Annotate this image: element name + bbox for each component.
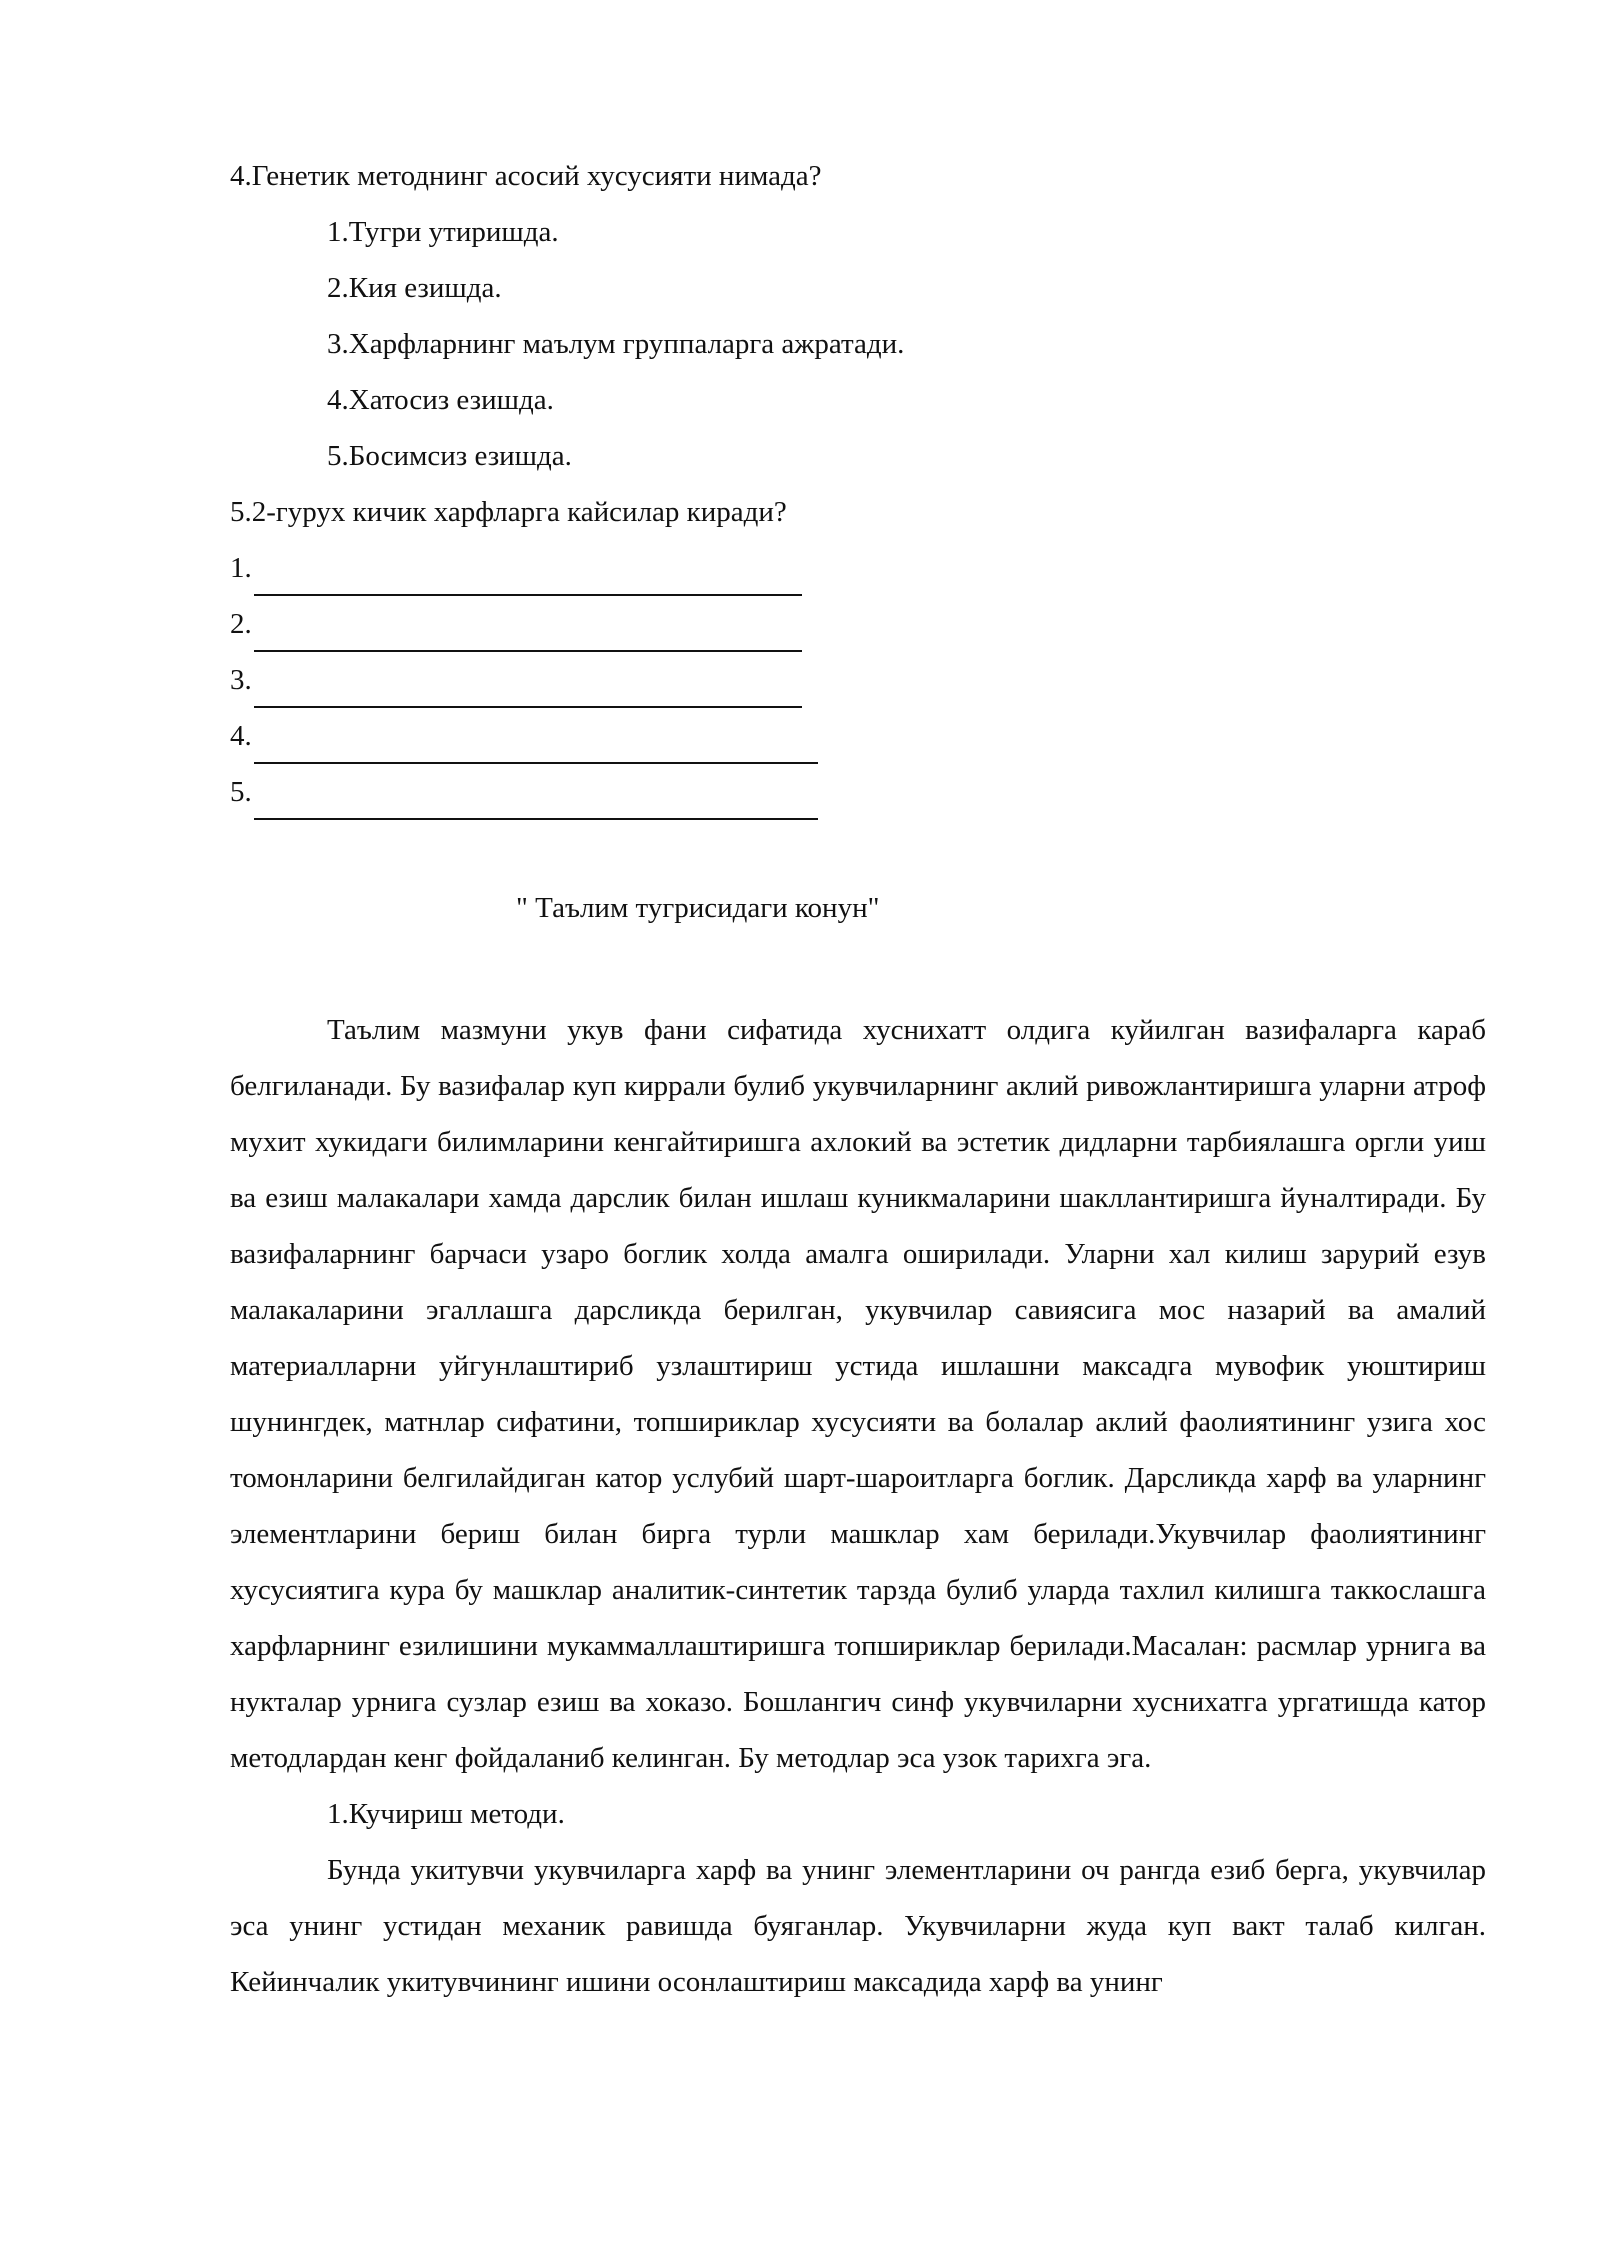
answer-blank-line-3 — [254, 684, 802, 708]
question-4-text: 4.Генетик методнинг асосий хусусияти нимада? — [230, 160, 822, 192]
answer-blank-number-1: 1. — [230, 552, 252, 584]
question-4-option-5: 5.Босимсиз езишда. — [327, 440, 572, 472]
document-content — [230, 148, 1486, 2010]
answer-blank-line-1 — [254, 572, 802, 596]
answer-blank-number-2: 2. — [230, 608, 252, 640]
answer-blank-row-1 — [230, 540, 1486, 596]
answer-blank-line-4 — [254, 740, 818, 764]
answer-blank-number-4: 4. — [230, 720, 252, 752]
body-paragraph-2: Бунда укитувчи укувчиларга харф ва унинг элементларини оч рангда езиб берга, укувчилар эса унинг устидан механик равишда буяганлар. Укувчиларни жуда куп вакт талаб килган. Кейинчалик укитувчининг ишини осонлаштириш максадида харф ва унинг — [230, 1854, 1486, 1998]
answer-blank-number-5: 5. — [230, 776, 252, 808]
answer-blank-number-3: 3. — [230, 664, 252, 696]
answer-blank-row-4 — [230, 708, 1486, 764]
question-4-option-3: 3.Харфларнинг маълум группаларга ажратади. — [327, 328, 905, 360]
answer-blank-row-3 — [230, 652, 1486, 708]
answer-blank-row-5 — [230, 764, 1486, 820]
answer-blank-row-2 — [230, 596, 1486, 652]
question-4-option-4: 4.Хатосиз езишда. — [327, 384, 554, 416]
question-4-option-2: 2.Кия езишда. — [327, 272, 502, 304]
answer-blank-line-2 — [254, 628, 802, 652]
question-4-option-1: 1.Тугри утиришда. — [327, 216, 559, 248]
question-5-text: 5.2-гурух кичик харфларга кайсилар киради? — [230, 496, 787, 528]
body-paragraph-1: Таълим мазмуни укув фани сифатида хуснихатт олдига куйилган вазифаларга караб белгиланади. Бу вазифалар куп киррали булиб укувчиларнинг аклий ривожлантиришга уларни атроф мухит хукидаги билимларини кенгайтиришга ахлокий ва эстетик дидларни тарбиялашга оргли уиш ва езиш малакалари хамда дарслик билан ишлаш куникмаларини шакллантиришга йуналтиради. Бу вазифаларнинг барчаси узаро боглик холда амалга оширилади. Уларни хал килиш зарурий езув малакаларини эгаллашга дарсликда берилган, укувчилар савиясига мос назарий ва амалий материалларни уйгунлаштириб узлаштириш устида ишлашни максадга мувофик уюштириш шунингдек, матнлар сифатини, топшириклар хусусияти ва болалар аклий фаолиятининг узига хос томонларини белгилайдиган катор услубий шарт-шароитларга боглик. Дарсликда харф ва уларнинг элементларини бериш билан бирга турли машклар хам берилади.Укувчилар фаолиятининг хусусиятига кура бу машклар аналитик-синтетик тарзда булиб уларда тахлил килишга таккослашга харфларнинг езилишини мукаммаллаштиришга топшириклар берилади.Масалан: расмлар урнига ва нукталар урнига сузлар езиш ва хоказо. Бошлангич синф укувчиларни хуснихатга ургатишда катор методлардан кенг фойдаланиб келинган. Бу методлар эса узок тарихга эга. — [230, 1014, 1486, 1774]
answer-blank-line-5 — [254, 796, 818, 820]
method-1-heading: 1.Кучириш методи. — [327, 1798, 565, 1830]
section-title: " Таълим тугрисидаги конун" — [516, 892, 880, 924]
